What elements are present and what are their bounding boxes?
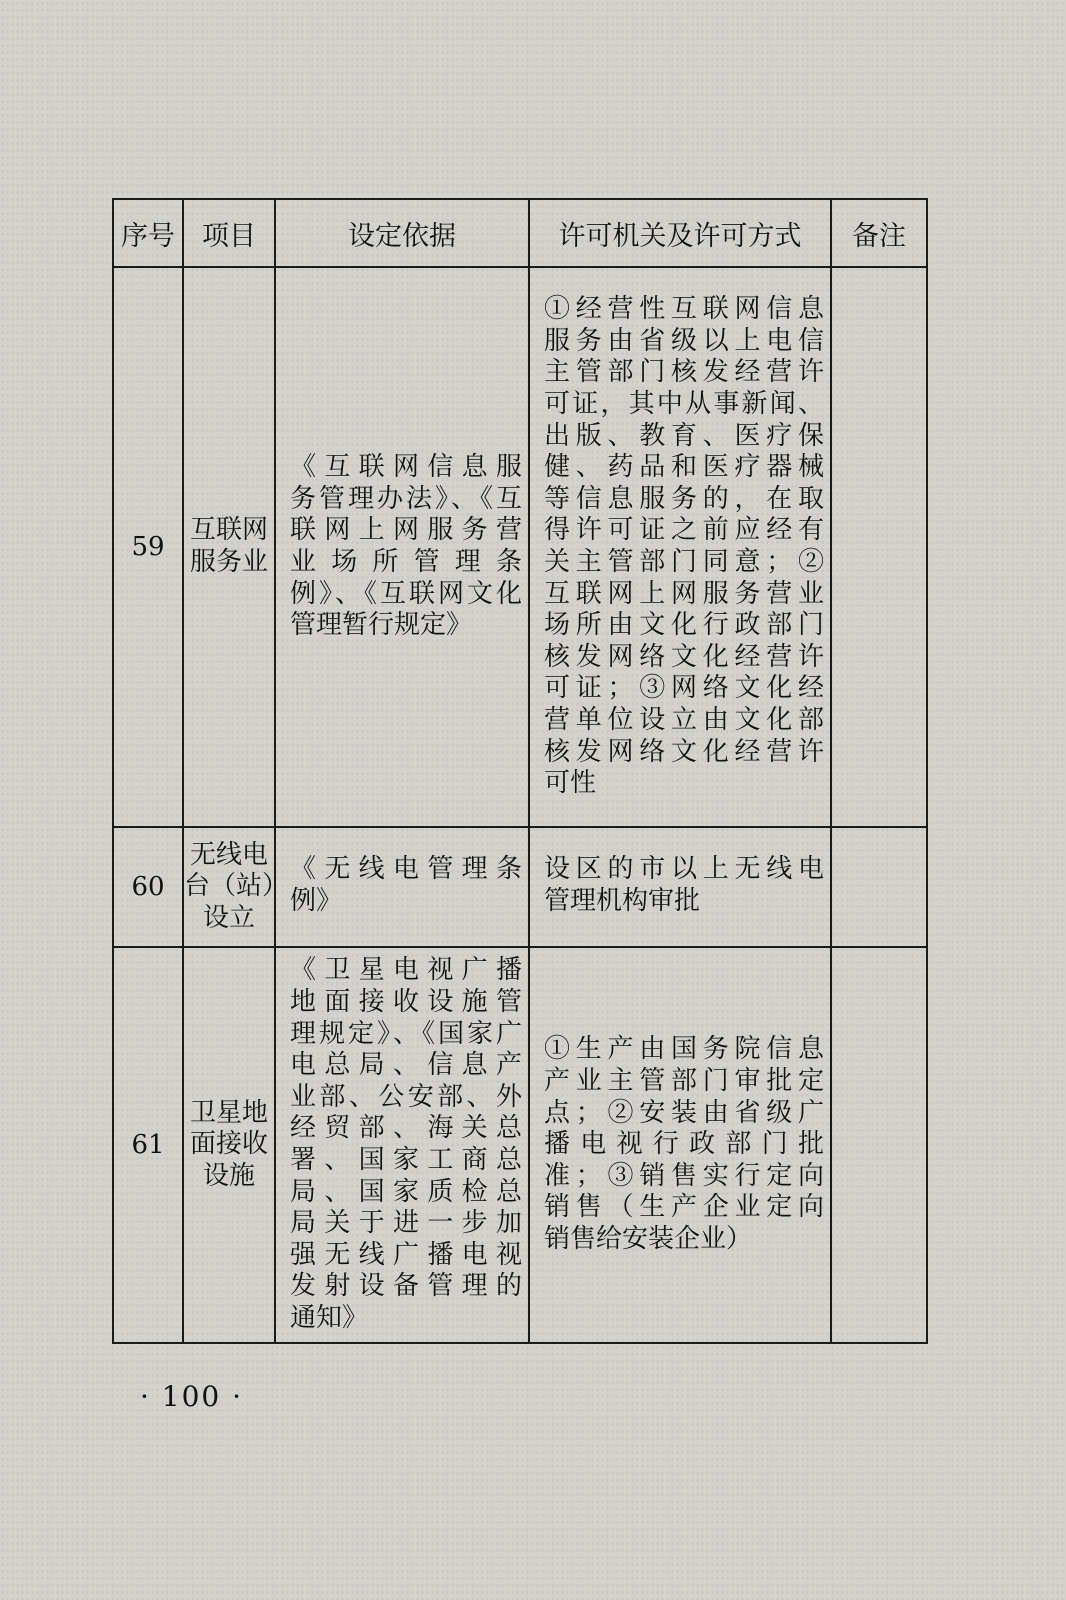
header-row [113, 199, 927, 267]
row-number: 61 [113, 947, 183, 1343]
text-line: 强无线广播电视 [290, 1239, 522, 1270]
text-line: 《卫星电视广播 [290, 955, 522, 986]
text-line: 主管部门核发经营许 [544, 357, 824, 388]
row-number: 60 [113, 827, 183, 947]
text-line: 可性 [544, 768, 597, 799]
authority-cell [529, 267, 831, 827]
text-line: 健、药品和医疗器械 [544, 452, 824, 483]
text-line: 准；③销售实行定向 [544, 1160, 824, 1191]
text-line: 可证；③网络文化经 [544, 673, 824, 704]
text-line: 销售（生产企业定向 [544, 1192, 824, 1223]
text-line: 台（站） [184, 871, 289, 902]
text-line: 电总局、信息产 [290, 1050, 522, 1081]
text-line: 例》 [290, 885, 343, 916]
text-line: 播电视行政部门批 [544, 1129, 824, 1160]
text-line: 业场所管理条 [290, 547, 522, 577]
text-line: 联网上网服务营 [290, 515, 522, 546]
note-cell [831, 947, 927, 1343]
text-line: 面接收 [189, 1129, 268, 1160]
text-line: 局关于进一步加 [290, 1208, 522, 1239]
text-line: 业部、公安部、外 [290, 1081, 522, 1112]
table-row [113, 827, 927, 947]
text-line: 可证，其中从事新闻、 [544, 389, 824, 420]
text-line: 销售给安装企业） [544, 1223, 753, 1254]
authority-cell [529, 827, 831, 947]
text-line: 发射设备管理的 [290, 1271, 522, 1302]
text-line: 《互联网信息服 [290, 452, 522, 483]
header-basis: 设定依据 [275, 199, 529, 267]
text-line: 出版、教育、医疗保 [544, 420, 824, 451]
text-line: 服务业 [189, 547, 268, 577]
text-line: 关主管部门同意；② [544, 547, 824, 577]
text-line: 署、国家工商总 [290, 1145, 522, 1175]
row-number: 59 [113, 267, 183, 827]
header-seq: 序号 [113, 199, 183, 267]
text-line: 无线电 [189, 839, 268, 870]
note-cell [831, 827, 927, 947]
text-line: 经贸部、海关总 [290, 1113, 522, 1144]
text-line: 管理暂行规定》 [290, 610, 473, 641]
text-line: 局、国家质检总 [290, 1176, 522, 1207]
header-authority: 许可机关及许可方式 [529, 199, 831, 267]
text-line: 理规定》、《国家广 [290, 1018, 522, 1049]
basis-cell [275, 947, 529, 1343]
text-line: 设立 [202, 902, 255, 933]
text-line: 地面接收设施管 [290, 987, 522, 1018]
header-note: 备注 [831, 199, 927, 267]
text-line: 服务由省级以上电信 [544, 325, 824, 356]
text-line: 点；②安装由省级广 [544, 1097, 824, 1128]
text-line: 设施 [202, 1160, 255, 1191]
text-line: 互联网 [189, 515, 268, 546]
text-line: 场所由文化行政部门 [544, 610, 824, 641]
table-row [113, 267, 927, 827]
page-number: · 100 · [140, 1380, 244, 1413]
text-line: 《无线电管理条 [290, 854, 522, 884]
text-line: 核发网络文化经营许 [544, 641, 824, 672]
text-line: 营单位设立由文化部 [544, 704, 824, 735]
text-line: 务管理办法》、《互 [290, 483, 522, 514]
text-line: 例》、《互联网文化 [290, 578, 522, 609]
header-item: 项目 [183, 199, 275, 267]
authority-cell [529, 947, 831, 1343]
note-cell [831, 267, 927, 827]
basis-cell [275, 267, 529, 827]
project-cell [183, 267, 275, 827]
text-line: 卫星地 [189, 1097, 268, 1128]
text-line: 通知》 [290, 1302, 369, 1333]
project-cell [183, 947, 275, 1343]
text-line: 管理机构审批 [544, 885, 701, 916]
text-line: 设区的市以上无线电 [544, 854, 824, 884]
text-line: 核发网络文化经营许 [544, 736, 824, 767]
text-line: 互联网上网服务营业 [544, 578, 824, 609]
text-line: 产业主管部门审批定 [544, 1066, 824, 1097]
text-line: ①经营性互联网信息 [544, 294, 824, 325]
text-line: 得许可证之前应经有 [544, 515, 824, 546]
text-line: ①生产由国务院信息 [544, 1034, 824, 1065]
basis-cell [275, 827, 529, 947]
table-row [113, 947, 927, 1343]
project-cell [183, 827, 289, 947]
text-line: 等信息服务的，在取 [544, 483, 824, 514]
permit-table [112, 198, 928, 1344]
